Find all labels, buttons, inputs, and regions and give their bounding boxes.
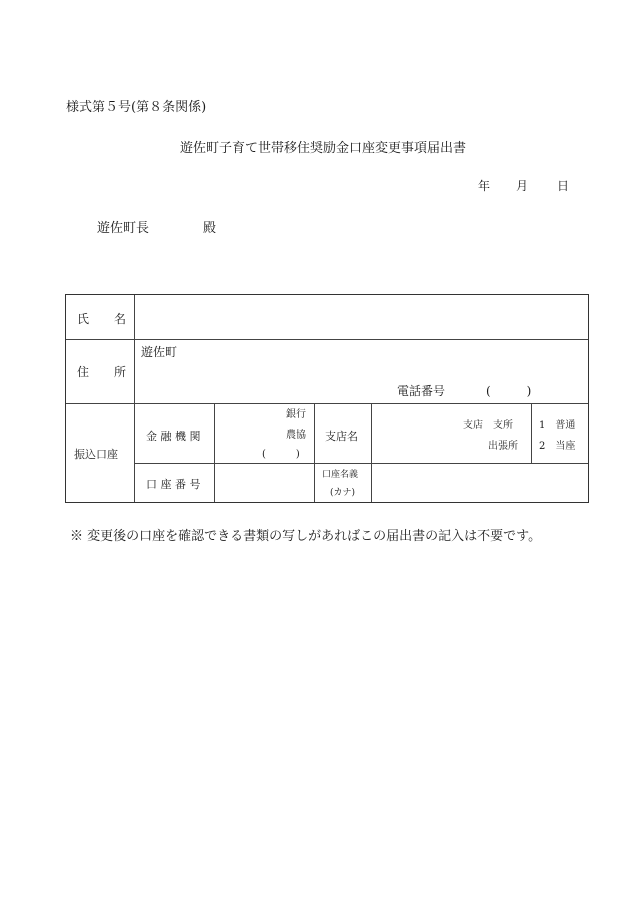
form-number: 様式第５号(第８条関係) [66, 100, 207, 115]
document-title: 遊佐町子育て世帯移住奨励金口座変更事項届出書 [180, 141, 467, 156]
branch-label: 支店名 [325, 430, 358, 443]
address-label-part2: 所 [114, 365, 127, 379]
phone-label: 電話番号 [397, 384, 446, 398]
date-month-label: 月 [516, 179, 529, 193]
name-label-part2: 名 [114, 312, 127, 326]
account-type-current[interactable]: 2 当座 [539, 441, 576, 452]
branch-types-line2: 出張所 [488, 441, 518, 452]
account-holder-kana-label: (カナ) [330, 488, 356, 498]
bank-label: 金 融 機 関 [146, 430, 201, 443]
account-number-input-cell[interactable] [215, 464, 311, 502]
date-year-label: 年 [478, 179, 491, 193]
address-label-part1: 住 [77, 365, 90, 379]
address-prefill: 遊佐町 [141, 345, 178, 359]
account-holder-label: 口座名義 [322, 470, 359, 480]
account-holder-input-cell[interactable] [372, 464, 587, 502]
account-number-label: 口 座 番 号 [146, 478, 201, 491]
date-day-label: 日 [557, 179, 570, 193]
addressee-honorific: 殿 [203, 221, 217, 236]
branch-types-line1: 支店 支所 [463, 420, 513, 431]
footnote: ※ 変更後の口座を確認できる書類の写しがあればこの届出書の記入は不要です。 [70, 529, 542, 544]
bank-type-bank: 銀行 [286, 409, 306, 420]
name-label-part1: 氏 [77, 312, 90, 326]
phone-parens: ( ) [486, 384, 532, 398]
bank-parens: ( ) [262, 449, 300, 460]
name-input-cell[interactable] [135, 296, 587, 338]
branch-name-input-cell[interactable] [372, 404, 529, 462]
transfer-account-label: 振込口座 [74, 448, 118, 461]
account-type-ordinary[interactable]: 1 普通 [539, 420, 576, 431]
addressee-name: 遊佐町長 [97, 221, 150, 236]
bank-type-coop: 農協 [286, 430, 306, 441]
bank-name-input-cell[interactable] [215, 404, 311, 462]
